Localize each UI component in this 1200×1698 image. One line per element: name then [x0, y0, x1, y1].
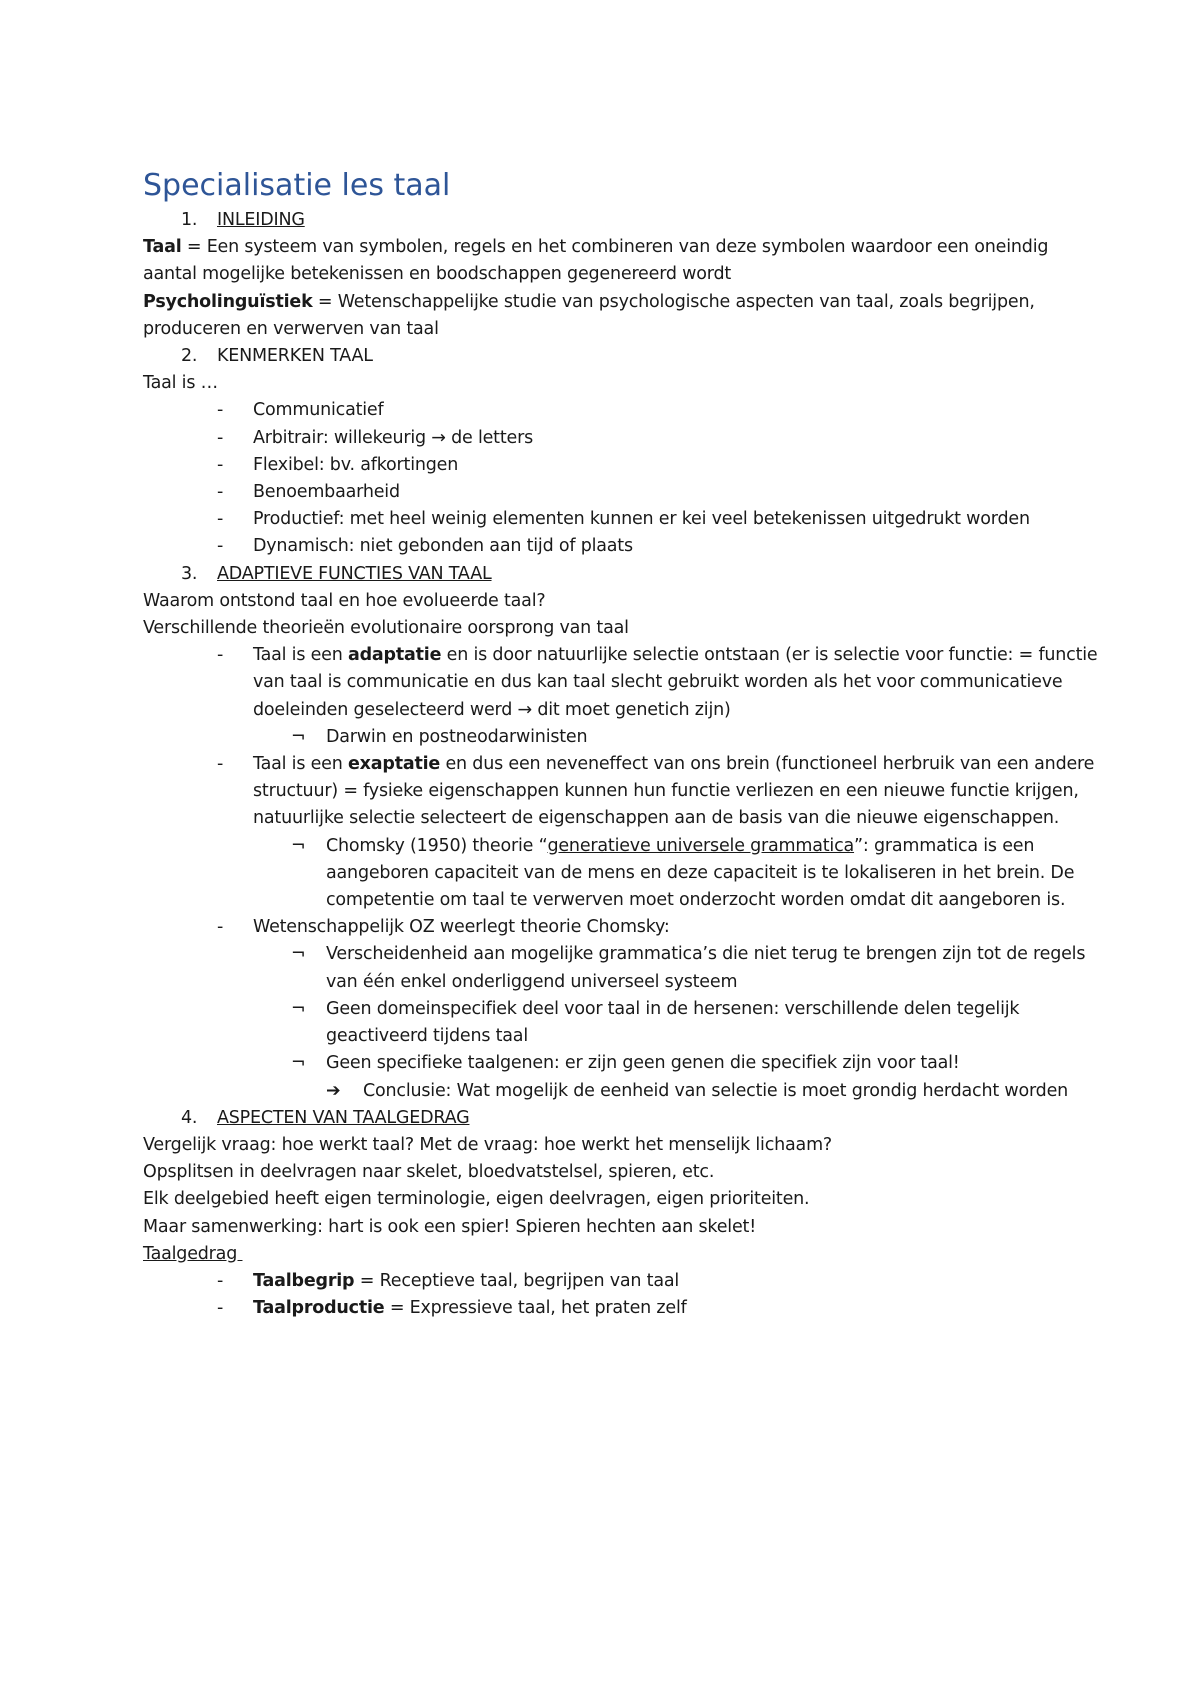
document-body — [143, 166, 1103, 1322]
subheading-taalgedrag: Taalgedrag — [143, 1243, 243, 1264]
arrow-right-icon: ➔ — [326, 1080, 341, 1101]
heading-text: ADAPTIEVE FUNCTIES VAN TAAL — [217, 563, 492, 584]
sub-list-item: ¬ Verscheidenheid aan mogelijke grammatica’s die niet terug te brengen zijn tot de regels van één enkel onderliggend universeel systeem — [291, 944, 1086, 992]
conclusion-item: ➔ Conclusie: Wat mogelijk de eenheid van selectie is moet grondig herdacht worden — [143, 1078, 1103, 1105]
definition-text: = Wetenschappelijke studie van psychologische aspecten van taal, zoals begrijpen, produceren en verwerven van taal — [143, 291, 1035, 339]
heading-text: ASPECTEN VAN TAALGEDRAG — [217, 1107, 470, 1128]
paragraph: Vergelijk vraag: hoe werkt taal? Met de vraag: hoe werkt het menselijk lichaam? — [143, 1134, 833, 1155]
paragraph: Verschillende theorieën evolutionaire oorsprong van taal — [143, 618, 629, 639]
list-item: - Wetenschappelijk OZ weerlegt theorie Chomsky: — [217, 917, 670, 938]
heading-inleiding — [143, 207, 1103, 234]
heading-number: 1. — [181, 210, 198, 230]
heading-text: INLEIDING — [217, 210, 305, 230]
heading-text: KENMERKEN TAAL — [217, 346, 373, 367]
sub-list-item-chomsky: ¬ Chomsky (1950) theorie “generatieve universele grammatica”: grammatica is een aangeboren capaciteit van de mens en deze capaciteit is te lokaliseren in het brein. De competentie om taal te verwerven moet onderzocht worden omdat dit aangeboren is. — [291, 835, 1075, 911]
sub-list-item: ¬ Darwin en postneodarwinisten — [291, 726, 588, 747]
list-item: - Communicatief — [217, 400, 384, 421]
list-item: - Taalproductie = Expressieve taal, het praten zelf — [217, 1298, 687, 1319]
list-item: - Flexibel: bv. afkortingen — [217, 454, 459, 475]
definition-text: = Een systeem van symbolen, regels en het combineren van deze symbolen waardoor een oneindig aantal mogelijke betekenissen en boodschappen gegenereerd wordt — [143, 237, 1049, 285]
paragraph: Elk deelgebied heeft eigen terminologie, eigen deelvragen, eigen prioriteiten. — [143, 1189, 810, 1210]
list-item: - Benoembaarheid — [217, 482, 400, 503]
heading-number: 4. — [181, 1107, 198, 1128]
definition-psycholinguistiek — [143, 289, 1103, 343]
definition-taal — [143, 234, 1103, 288]
term: Taal — [143, 237, 182, 258]
list-item: - Dynamisch: niet gebonden aan tijd of plaats — [217, 536, 633, 557]
list-item: - Arbitrair: willekeurig → de letters — [217, 427, 533, 448]
sub-list-item: ¬ Geen specifieke taalgenen: er zijn geen genen die specifiek zijn voor taal! — [291, 1053, 960, 1074]
sub-list-item: ¬ Geen domeinspecifiek deel voor taal in de hersenen: verschillende delen tegelijk geactiveerd tijdens taal — [291, 998, 1020, 1047]
heading-number: 3. — [181, 563, 198, 584]
list-item: - Productief: met heel weinig elementen kunnen er kei veel betekenissen uitgedrukt worden — [217, 509, 1030, 530]
heading-aspecten — [143, 1105, 1103, 1132]
heading-adaptieve-functies — [143, 561, 1103, 588]
page-title: Specialisatie les taal — [143, 168, 451, 203]
list-item-adaptatie: - Taal is een adaptatie en is door natuurlijke selectie ontstaan (er is selectie voor functie: = functie van taal is communicatie en dus kan taal slecht gebruikt worden als het voor communicatieve doeleinden geselecteerd werd → dit moet genetich zijn) — [217, 645, 1098, 720]
paragraph: Opsplitsen in deelvragen naar skelet, bloedvatstelsel, spieren, etc. — [143, 1162, 715, 1183]
paragraph: Taal is … — [143, 373, 218, 394]
heading-kenmerken — [143, 343, 1103, 370]
term: Psycholinguïstiek — [143, 291, 313, 312]
list-item-exaptatie: - Taal is een exaptatie en dus een neveneffect van ons brein (functioneel herbruik van een andere structuur) = fysieke eigenschappen kunnen hun functie verliezen en een nieuwe functie krijgen, natuurlijke selectie selecteert de eigenschappen aan de basis van die nieuwe eigenschappen. — [217, 754, 1095, 829]
paragraph: Maar samenwerking: hart is ook een spier! Spieren hechten aan skelet! — [143, 1216, 757, 1237]
paragraph: Waarom ontstond taal en hoe evolueerde taal? — [143, 590, 546, 611]
heading-number: 2. — [181, 346, 198, 367]
list-item: - Taalbegrip = Receptieve taal, begrijpen van taal — [217, 1270, 680, 1291]
